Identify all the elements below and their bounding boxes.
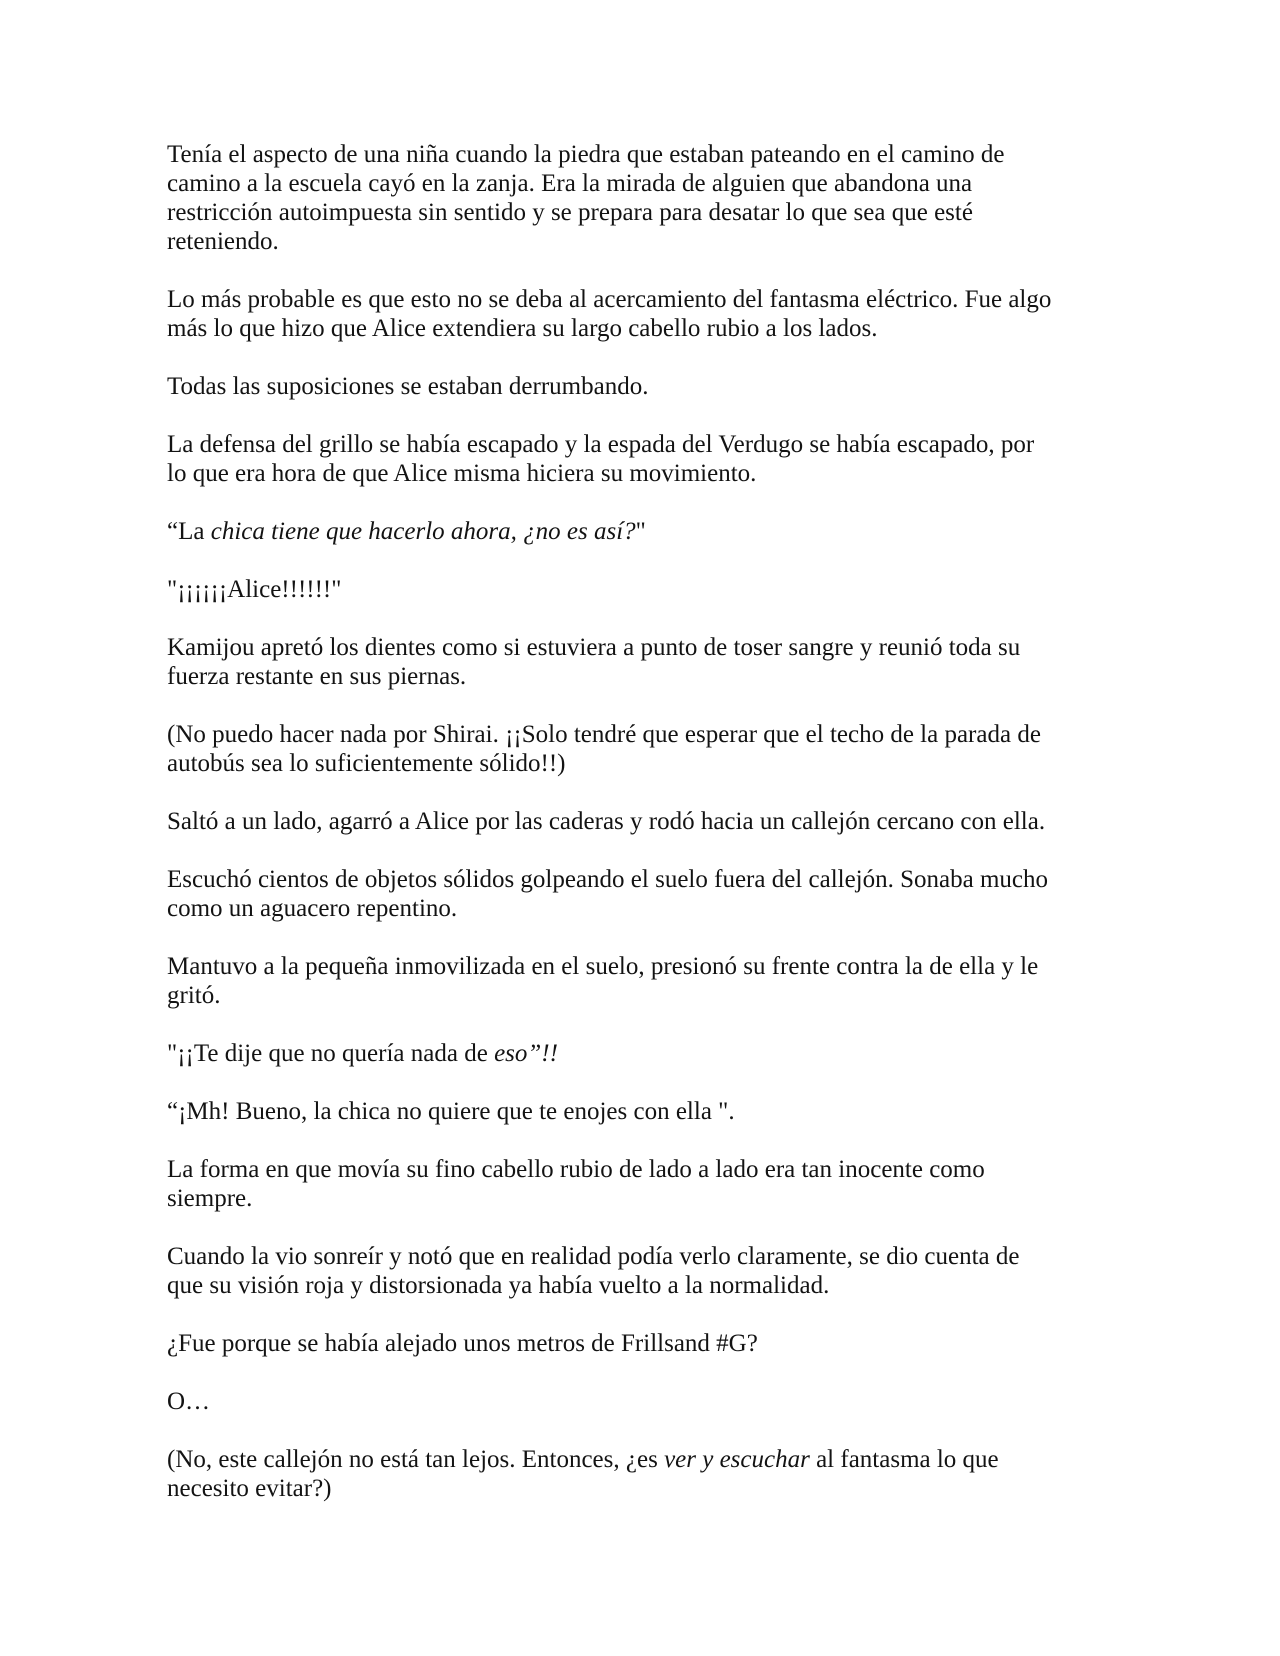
text-run: “¡Mh! Bueno, la chica no quiere que te enojes con ella ". xyxy=(167,1098,735,1125)
text-run: Tenía el aspecto de una niña cuando la piedra que estaban pateando en el camino de camino a la escuela cayó en la zanja. Era la mirada de alguien que abandona una restricción autoimpuesta sin sentido y se prepara para desatar lo que sea que esté reteniendo. xyxy=(167,141,1005,255)
paragraph xyxy=(167,720,1057,778)
paragraph xyxy=(167,1097,1057,1126)
text-run: La defensa del grillo se había escapado y la espada del Verdugo se había escapado, por lo que era hora de que Alice misma hiciera su movimiento. xyxy=(167,431,1035,487)
paragraph xyxy=(167,1387,1057,1416)
paragraph xyxy=(167,430,1057,488)
paragraph xyxy=(167,952,1057,1010)
text-run: “La xyxy=(167,518,211,545)
paragraph xyxy=(167,575,1057,604)
text-run: Mantuvo a la pequeña inmovilizada en el suelo, presionó su frente contra la de ella y le gritó. xyxy=(167,953,1039,1009)
paragraph xyxy=(167,372,1057,401)
text-run: al fantasma lo que necesito evitar?) xyxy=(167,1446,999,1502)
text-run: "¡¡¡¡¡¡Alice!!!!!!" xyxy=(167,576,342,603)
text-block xyxy=(167,140,1057,1532)
text-run: Lo más probable es que esto no se deba al acercamiento del fantasma eléctrico. Fue algo más lo que hizo que Alice extendiera su largo cabello rubio a los lados. xyxy=(167,286,1052,342)
text-run: La forma en que movía su fino cabello rubio de lado a lado era tan inocente como siempre. xyxy=(167,1156,985,1212)
paragraph xyxy=(167,1155,1057,1213)
paragraph xyxy=(167,1445,1057,1503)
text-run: Todas las suposiciones se estaban derrumbando. xyxy=(167,373,649,400)
text-run: "¡¡Te dije que no quería nada de xyxy=(167,1040,495,1067)
paragraph xyxy=(167,1242,1057,1300)
paragraph xyxy=(167,807,1057,836)
text-run: Kamijou apretó los dientes como si estuviera a punto de toser sangre y reunió toda su fuerza restante en sus piernas. xyxy=(167,634,1021,690)
paragraph xyxy=(167,285,1057,343)
paragraph xyxy=(167,1329,1057,1358)
paragraph xyxy=(167,1039,1057,1068)
text-run: (No puedo hacer nada por Shirai. ¡¡Solo tendré que esperar que el techo de la parada de autobús sea lo suficientemente sólido!!) xyxy=(167,721,1041,777)
paragraph xyxy=(167,633,1057,691)
text-run: ¿Fue porque se había alejado unos metros de Frillsand #G? xyxy=(167,1330,758,1357)
italic-text-run: eso”!! xyxy=(494,1040,558,1067)
text-run: (No, este callejón no está tan lejos. Entonces, ¿es xyxy=(167,1446,665,1473)
italic-text-run: ver y escuchar xyxy=(664,1446,810,1473)
text-run: O… xyxy=(167,1388,211,1415)
italic-text-run: chica tiene que hacerlo ahora, ¿no es así? xyxy=(210,518,636,545)
text-run: " xyxy=(635,518,646,545)
paragraph xyxy=(167,140,1057,256)
text-run: Saltó a un lado, agarró a Alice por las caderas y rodó hacia un callejón cercano con ella. xyxy=(167,808,1046,835)
text-run: Cuando la vio sonreír y notó que en realidad podía verlo claramente, se dio cuenta de que su visión roja y distorsionada ya había vuelto a la normalidad. xyxy=(167,1243,1020,1299)
paragraph xyxy=(167,517,1057,546)
text-run: Escuchó cientos de objetos sólidos golpeando el suelo fuera del callejón. Sonaba mucho como un aguacero repentino. xyxy=(167,866,1049,922)
paragraph xyxy=(167,865,1057,923)
